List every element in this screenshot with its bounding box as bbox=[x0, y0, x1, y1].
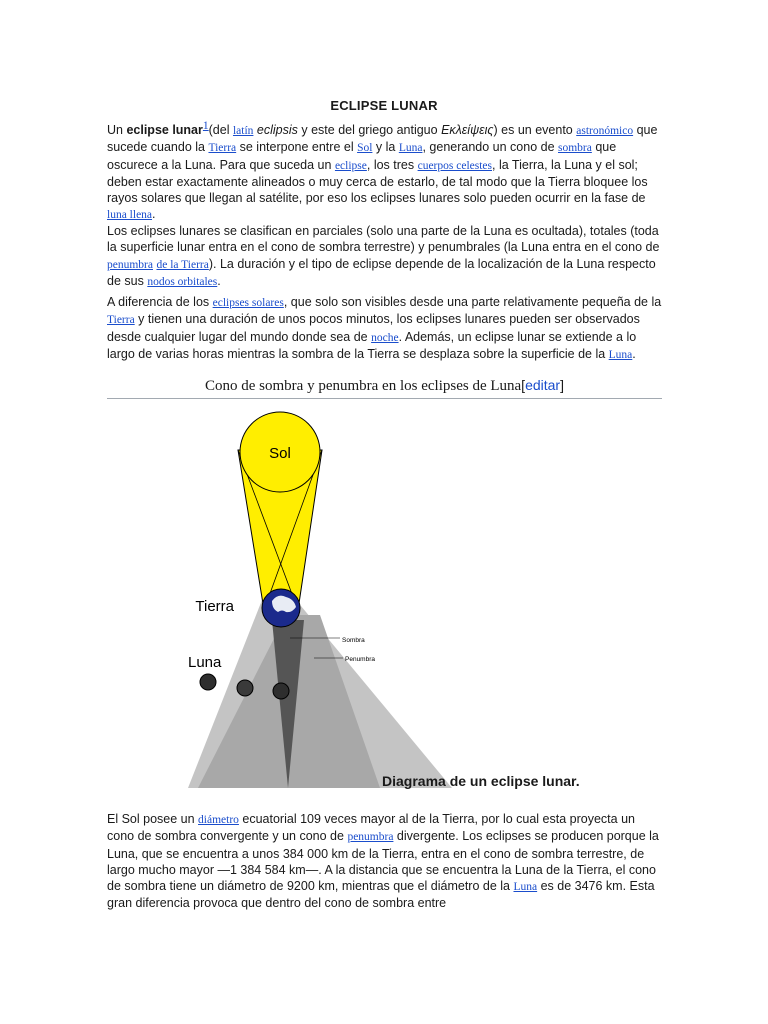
link-sombra[interactable]: sombra bbox=[558, 142, 592, 155]
link-astronomico[interactable]: astronómico bbox=[576, 125, 634, 137]
classification-paragraph bbox=[107, 223, 662, 290]
moon-icon bbox=[237, 680, 253, 696]
text: , la Tierra, la Luna y el sol; deben estar exactamente alineados o muy cerca de estarlo, de tal modo que la Tierra bloquee los rayos solares que llegan al satélite, por eso los eclipses lunares solo pueden ocurrir en la fase de bbox=[107, 157, 648, 206]
link-luna[interactable]: Luna bbox=[398, 142, 423, 155]
text: , los tres bbox=[366, 157, 418, 172]
text: . bbox=[217, 273, 221, 288]
link-luna-llena[interactable]: luna llena bbox=[107, 209, 153, 222]
link-diametro[interactable]: diámetro bbox=[198, 814, 239, 826]
text: ecuatorial 109 veces mayor al de la Tierra, por lo cual esta proyecta un cono de sombra convergente y un cono de bbox=[107, 812, 635, 844]
intro-paragraph bbox=[107, 119, 662, 224]
link-penumbra[interactable]: penumbra bbox=[107, 258, 153, 271]
sombra-label: Sombra bbox=[342, 637, 365, 644]
link-luna[interactable]: Luna bbox=[513, 881, 538, 894]
section-heading-text: Cono de sombra y penumbra en los eclipses de Luna bbox=[205, 378, 522, 394]
text: y este del griego antiguo bbox=[297, 123, 442, 137]
edit-bracket-open: [ bbox=[521, 377, 526, 393]
section-divider bbox=[107, 398, 662, 399]
text: divergente. Los eclipses se producen porque la Luna, que se encuentra a unos 384 000 km de la Tierra, entra en el cono de sombra terrestre, de largo mucho mayor —1 384 584 km—. A la distancia que se encuentra la Luna de la Tierra, el cono de sombra tiene un diámetro de 9200 km, mientras que el diámetro de la bbox=[107, 829, 659, 894]
visibility-paragraph bbox=[107, 294, 662, 363]
link-latin[interactable]: latín bbox=[232, 125, 254, 137]
page-title: ECLIPSE LUNAR bbox=[330, 98, 438, 113]
eclipse-diagram bbox=[180, 405, 460, 790]
link-eclipse[interactable]: eclipse bbox=[334, 159, 367, 172]
text: ). La duración y el tipo de eclipse depende de la localización de la Luna respecto de sus bbox=[107, 256, 656, 288]
penumbra-label: Penumbra bbox=[345, 656, 375, 663]
sol-paragraph bbox=[107, 811, 662, 912]
term-bold: eclipse lunar bbox=[126, 123, 203, 137]
text: que oscurece a la Luna. Para que suceda un bbox=[107, 140, 617, 172]
text: , que solo son visibles desde una parte relativamente pequeña de la bbox=[283, 295, 662, 309]
link-nodos-orbitales[interactable]: nodos orbitales bbox=[147, 275, 218, 288]
link-de-la-tierra[interactable]: de la Tierra bbox=[156, 258, 209, 271]
text: Un bbox=[107, 123, 127, 137]
link-noche[interactable]: noche bbox=[371, 331, 399, 344]
link-tierra[interactable]: Tierra bbox=[208, 142, 237, 155]
text: El Sol posee un bbox=[107, 812, 199, 826]
link-eclipses-solares[interactable]: eclipses solares bbox=[212, 297, 284, 309]
text: A diferencia de los bbox=[107, 295, 213, 309]
moon-label: Luna bbox=[188, 654, 222, 671]
text: , generando un cono de bbox=[422, 140, 558, 155]
italic-term: eclipsis bbox=[256, 123, 298, 137]
edit-link[interactable]: editar bbox=[525, 377, 561, 393]
link-sol[interactable]: Sol bbox=[357, 142, 373, 155]
text: (del bbox=[208, 123, 233, 137]
text: . Además, un eclipse lunar se extiende a lo largo de varias horas mientras la sombra de la Tierra se desplaza sobre la superficie de la bbox=[107, 329, 637, 361]
link-tierra[interactable]: Tierra bbox=[107, 314, 135, 327]
link-cuerpos-celestes[interactable]: cuerpos celestes bbox=[417, 159, 492, 172]
text: Los eclipses lunares se clasifican en parciales (solo una parte de la Luna es ocultada), totales (toda la superficie lunar entra en el cono de sombra terrestre) y penumbrales (la Luna entra en el cono de bbox=[107, 224, 660, 255]
text: . bbox=[632, 346, 636, 361]
link-luna[interactable]: Luna bbox=[608, 348, 633, 361]
text: ) es un evento bbox=[493, 123, 577, 137]
diagram-caption: Diagrama de un eclipse lunar. bbox=[382, 773, 580, 789]
section-heading bbox=[107, 377, 662, 395]
italic-greek: Εκλείψεις bbox=[441, 123, 494, 137]
sun-label: Sol bbox=[269, 445, 291, 462]
link-penumbra[interactable]: penumbra bbox=[347, 831, 394, 844]
text: que sucede cuando la bbox=[107, 123, 658, 155]
text: y la bbox=[372, 140, 399, 155]
edit-bracket-close: ] bbox=[560, 377, 564, 393]
reference-link[interactable]: 1 bbox=[202, 119, 209, 132]
text: . bbox=[152, 207, 156, 222]
moon-icon bbox=[273, 683, 289, 699]
earth-label: Tierra bbox=[195, 598, 234, 615]
text: se interpone entre el bbox=[236, 140, 358, 155]
moon-icon bbox=[200, 674, 216, 690]
text: y tienen una duración de unos pocos minutos, los eclipses lunares pueden ser observados desde cualquier lugar del mundo donde sea de bbox=[107, 312, 640, 344]
text: es de 3476 km. Esta gran diferencia provoca que dentro del cono de sombra entre bbox=[107, 879, 655, 911]
